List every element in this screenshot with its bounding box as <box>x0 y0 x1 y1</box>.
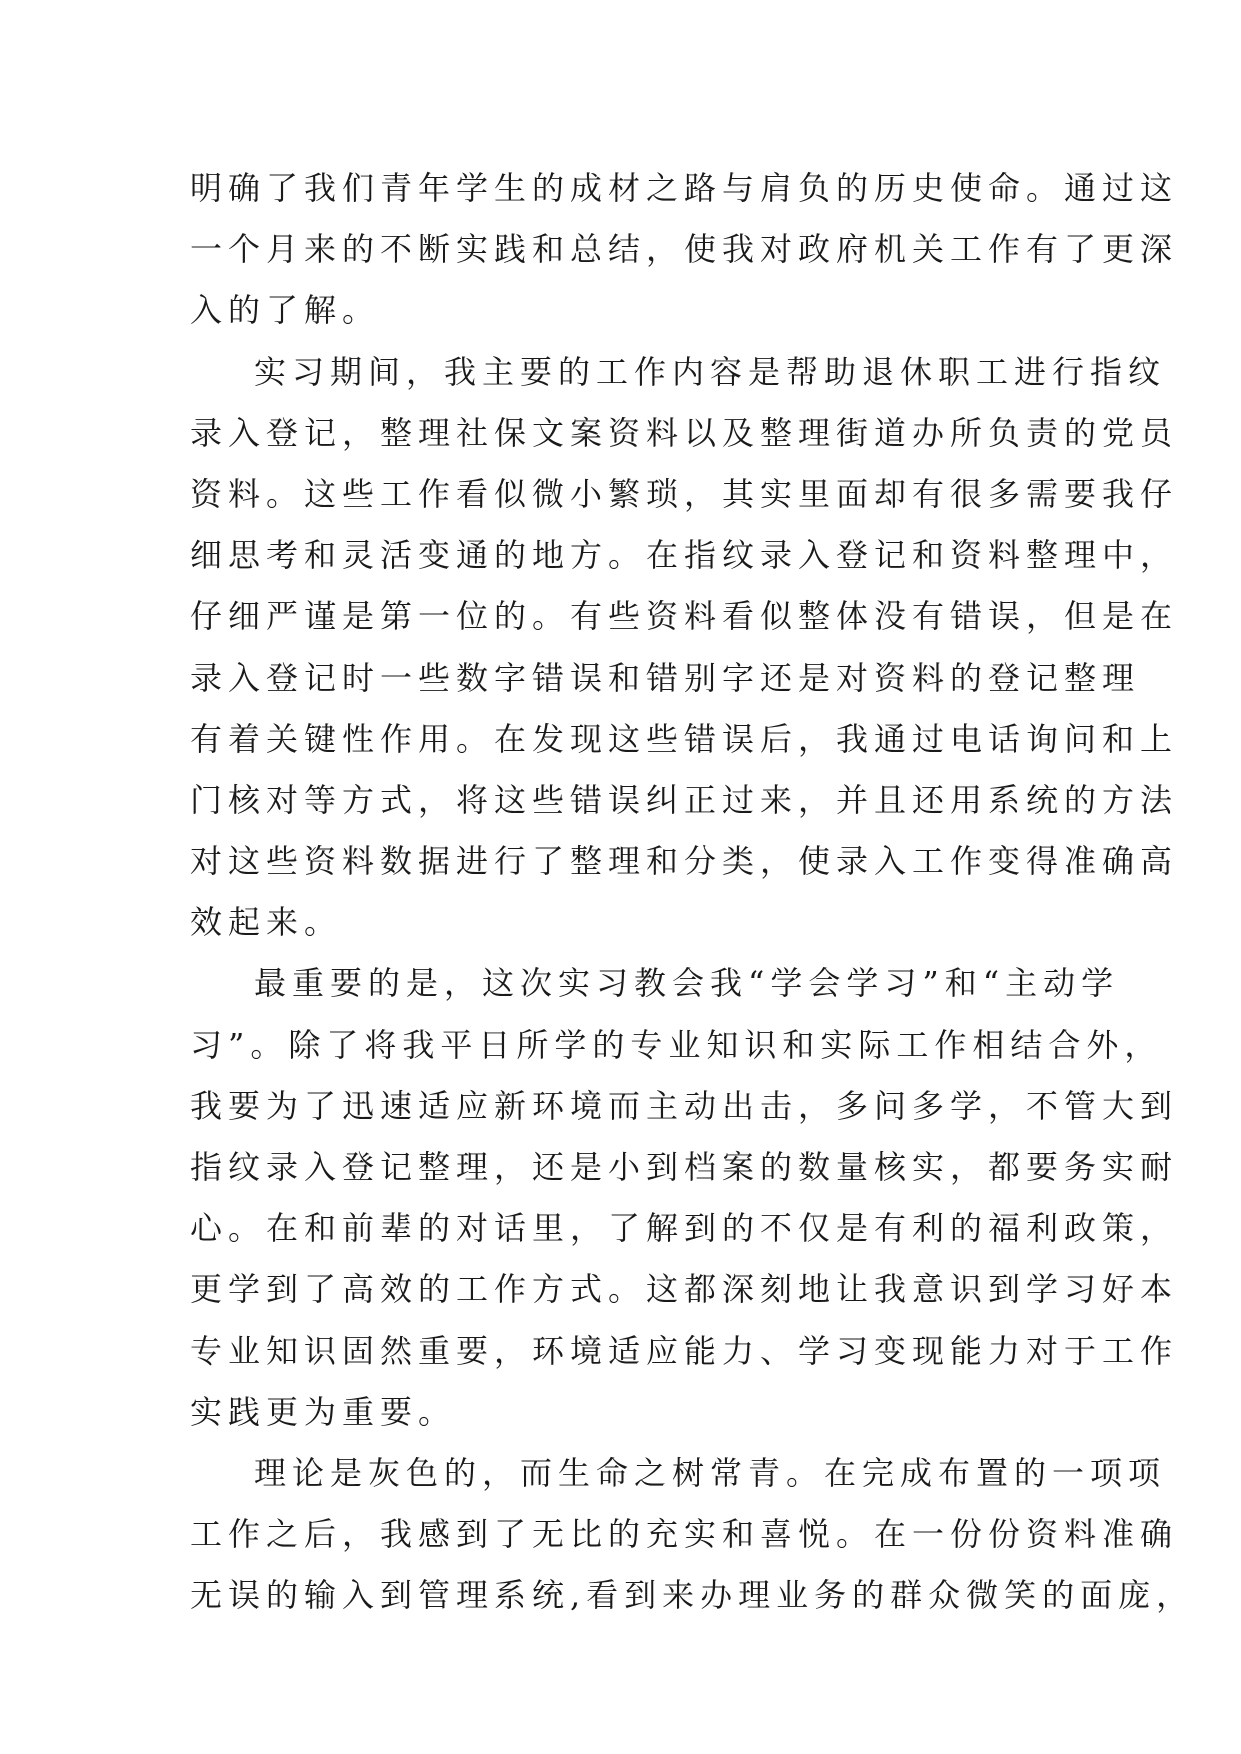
paragraph-start-line: 理论是灰色的，而生命之树常青。在完成布置的一项项 <box>254 1453 1167 1492</box>
text-line: 习”。除了将我平日所学的专业知识和实际工作相结合外， <box>190 1025 1163 1064</box>
text-line: 心。在和前辈的对话里，了解到的不仅是有利的福利政策， <box>190 1209 1179 1248</box>
text-line: 指纹录入登记整理，还是小到档案的数量核实，都要务实耐 <box>190 1148 1179 1186</box>
text-line: 我要为了迅速适应新环境而主动出击，多问多学，不管大到 <box>190 1086 1179 1125</box>
text-line: 有着关键性作用。在发现这些错误后，我通过电话询问和上 <box>190 719 1179 758</box>
text-line: 专业知识固然重要，环境适应能力、学习变现能力对于工作 <box>190 1331 1179 1370</box>
text-line: 资料。这些工作看似微小繁琐，其实里面却有很多需要我仔 <box>190 474 1179 513</box>
paragraph-start-line: 实习期间，我主要的工作内容是帮助退休职工进行指纹 <box>254 352 1167 391</box>
text-line: 工作之后，我感到了无比的充实和喜悦。在一份份资料准确 <box>190 1515 1179 1554</box>
text-line: 入的了解。 <box>190 291 381 330</box>
text-line: 录入登记时一些数字错误和错别字还是对资料的登记整理 <box>190 658 1141 697</box>
text-line: 无误的输入到管理系统,看到来办理业务的群众微笑的面庞， <box>190 1576 1195 1615</box>
text-line: 仔细严谨是第一位的。有些资料看似整体没有错误，但是在 <box>190 597 1179 636</box>
text-line: 对这些资料数据进行了整理和分类，使录入工作变得准确高 <box>190 842 1179 881</box>
body-text <box>190 158 1195 1627</box>
text-line: 细思考和灵活变通的地方。在指纹录入登记和资料整理中， <box>190 536 1179 575</box>
text-line: 实践更为重要。 <box>190 1392 457 1431</box>
text-line: 门核对等方式，将这些错误纠正过来，并且还用系统的方法 <box>190 780 1179 819</box>
text-line: 更学到了高效的工作方式。这都深刻地让我意识到学习好本 <box>190 1270 1179 1309</box>
text-line: 明确了我们青年学生的成材之路与肩负的历史使命。通过这 <box>190 169 1179 207</box>
text-line: 一个月来的不断实践和总结，使我对政府机关工作有了更深 <box>190 230 1179 269</box>
text-line: 效起来。 <box>190 903 343 942</box>
paragraph-start-line: 最重要的是，这次实习教会我“学会学习”和“主动学 <box>254 964 1120 1003</box>
text-line: 录入登记，整理社保文案资料以及整理街道办所负责的党员 <box>190 413 1179 452</box>
